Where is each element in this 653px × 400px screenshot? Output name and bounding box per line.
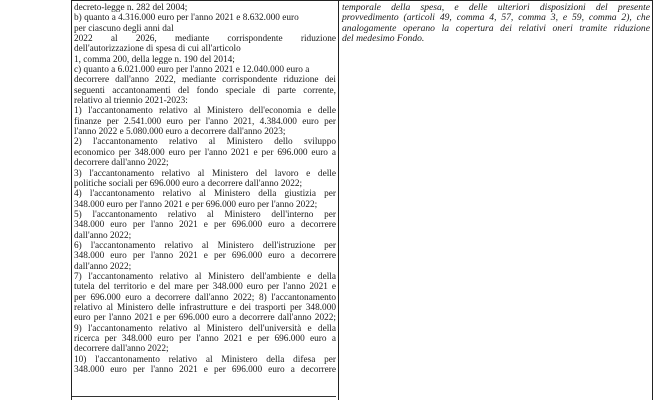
table-border-left [71,0,72,400]
left-column-line: dall'anno 2022; [74,230,132,241]
left-column-line: c) quanto a 6.021.000 euro per l'anno 2021 e 12.040.000 euro a [74,65,310,76]
left-column-line: 2022 al 2026, mediante corrispondente riduzione [74,34,336,45]
left-column-line: relativo al Ministero delle infrastrutture e dei trasporti per 348.000 [74,302,336,313]
left-column-line: per ciascuno degli anni dal [74,23,174,34]
left-column-line: decorrere dall'anno 2022; [74,158,169,169]
left-column-line: 348.000 euro per l'anno 2021 e per 696.000 euro a decorrere [74,220,336,231]
left-column-text [74,3,336,375]
left-column-line: 9) l'accantonamento relativo al Ministero dell'università e della [74,323,336,334]
left-column-line: 2) l'accantonamento relativo al Ministero dello sviluppo [74,137,336,148]
right-column-line: analogamente operano la copertura dei relativi oneri tramite riduzione [342,22,650,34]
table-column-divider [338,0,339,400]
left-column-line: l'anno 2022 e 5.080.000 euro a decorrere dall'anno 2023; [74,127,286,138]
left-column-line: finanze per 2.541.000 euro per l'anno 2021, 4.384.000 euro per [74,116,336,127]
left-column-line: 3) l'accantonamento relativo al Ministero del lavoro e delle [74,168,336,179]
left-column-line: seguenti accantonamenti del fondo speciale di parte corrente, [74,85,336,96]
left-column-line: 348.000 euro per l'anno 2021 e per 696.000 euro a decorrere [74,251,336,262]
left-column-line: per 696.000 euro a decorrere dall'anno 2022; 8) l'accantonamento [74,292,336,303]
left-column-line: 6) l'accantonamento relativo al Ministero dell'istruzione per [74,240,336,251]
left-column-line: decorrere dall'anno 2022, mediante corrispondente riduzione dei [74,75,336,86]
left-column-line: politiche sociali per 696.000 euro a decorrere dall'anno 2022; [74,178,303,189]
left-column-line: 348.000 euro per l'anno 2021 e per 696.000 euro a decorrere [74,365,336,376]
page-bottom-rule [72,396,336,397]
right-column-line: provvedimento (articoli 49, comma 4, 57, comma 3, e 59, comma 2), che [342,12,650,24]
table-border-top [71,0,653,1]
left-column-line: b) quanto a 4.316.000 euro per l'anno 2021 e 8.632.000 euro [74,13,299,24]
left-column-line: relativo al triennio 2021-2023: [74,96,188,107]
left-column-line: 348.000 euro per l'anno 2021 e per 696.000 euro per l'anno 2022; [74,199,318,210]
left-column-line: euro per l'anno 2021 e per 696.000 euro a decorrere dall'anno 2022; [74,313,336,324]
left-column-line: dell'autorizzazione di spesa di cui all'articolo [74,44,241,55]
left-column-line: tutela del territorio e del mare per 348.000 euro per l'anno 2021 e [74,282,336,293]
right-column-line: temporale della spesa, e delle ulteriori disposizioni del presente [342,2,650,13]
left-column-line: ricerca per 348.000 euro per l'anno 2021 e per 696.000 euro a [74,334,336,344]
left-column-line: 1, comma 200, della legge n. 190 del 2014; [74,54,235,65]
right-column-line: del medesimo Fondo. [342,33,425,45]
left-column-line: decreto-legge n. 282 del 2004; [74,3,188,13]
left-column-line: dall'anno 2022; [74,261,132,272]
right-column-text [342,3,650,45]
left-column-line: decorrere dall'anno 2022; [74,344,169,355]
left-column-line: economico per 348.000 euro per l'anno 2021 e per 696.000 euro a [74,147,336,158]
left-column-line: 1) l'accantonamento relativo al Ministero dell'economia e delle [74,106,336,117]
left-column-line: 4) l'accantonamento relativo al Ministero della giustizia per [74,189,336,200]
left-column-line: 7) l'accantonamento relativo al Ministero dell'ambiente e della [74,271,336,282]
left-column-line: 5) l'accantonamento relativo al Ministero dell'interno per [74,209,336,220]
left-column-line: 10) l'accantonamento relativo al Ministero della difesa per [74,354,336,365]
